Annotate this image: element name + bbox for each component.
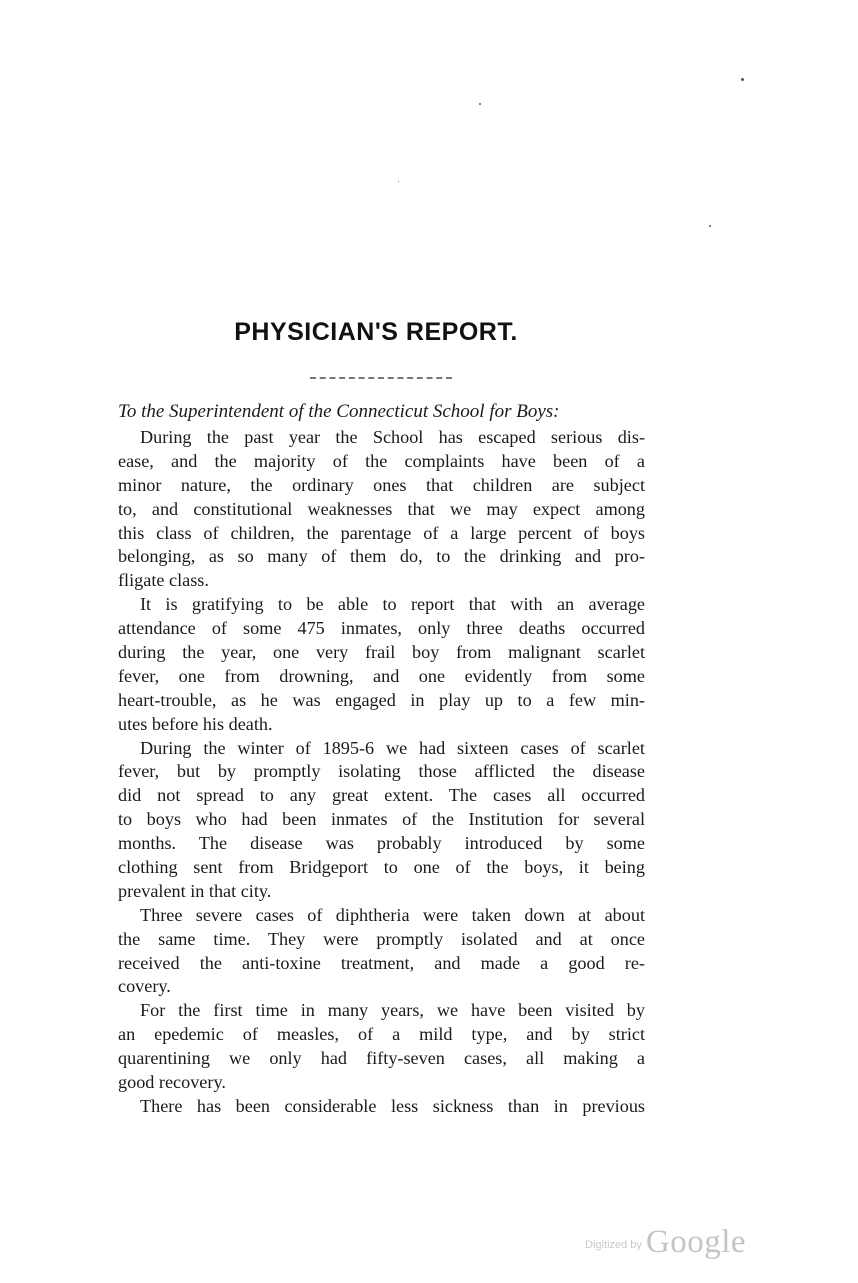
text-line: to, and constitutional weaknesses that we may expect among <box>118 498 645 519</box>
text-line: clothing sent from Bridgeport to one of the boys, it being <box>118 857 645 878</box>
text-line: the same time. They were promptly isolated and at once <box>118 928 645 949</box>
scan-speck <box>709 225 711 227</box>
text-line: quarentining we only had fifty-seven cases, all making a <box>118 1048 645 1069</box>
text-line: belonging, as so many of them do, to the drinking and pro- <box>118 546 645 567</box>
text-line: It is gratifying to be able to report that with an average <box>140 594 645 615</box>
text-line: Three severe cases of diphtheria were taken down at about <box>140 904 645 925</box>
text-line: good recovery. <box>118 1072 226 1093</box>
text-line: For the first time in many years, we have been visited by <box>140 1000 645 1021</box>
text-line: did not spread to any great extent. The cases all occurred <box>118 785 645 806</box>
text-line: received the anti-toxine treatment, and made a good re- <box>118 952 645 973</box>
report-title: PHYSICIAN'S REPORT. <box>234 318 518 346</box>
text-line: fever, one from drowning, and one evidently from some <box>118 665 645 686</box>
text-line: fligate class. <box>118 570 209 591</box>
text-line: fever, but by promptly isolating those afflicted the disease <box>118 761 645 782</box>
text-line: minor nature, the ordinary ones that children are subject <box>118 474 645 495</box>
text-line: attendance of some 475 inmates, only three deaths occurred <box>118 618 645 639</box>
text-line: During the past year the School has escaped serious dis- <box>140 427 645 447</box>
scan-speck <box>741 78 744 81</box>
text-line: ease, and the majority of the complaints have been of a <box>118 450 645 471</box>
report-body <box>118 426 645 1119</box>
title-rule <box>310 377 452 381</box>
text-line: utes before his death. <box>118 713 273 734</box>
text-line: this class of children, the parentage of a large percent of boys <box>118 522 645 543</box>
digitized-by-google-watermark <box>585 1224 765 1264</box>
text-line: during the year, one very frail boy from malignant scarlet <box>118 642 645 663</box>
scan-speck <box>479 103 481 105</box>
text-line: prevalent in that city. <box>118 880 272 901</box>
salutation: To the Superintendent of the Connecticut School for Boys: <box>118 401 560 422</box>
text-line: covery. <box>118 976 171 997</box>
text-line: months. The disease was probably introduced by some <box>118 833 645 854</box>
text-line: an epedemic of measles, of a mild type, and by strict <box>118 1024 645 1045</box>
text-line: There has been considerable less sickness than in previous <box>140 1095 645 1116</box>
google-logo: Google <box>645 1224 747 1260</box>
text-line: During the winter of 1895-6 we had sixteen cases of scarlet <box>140 737 645 758</box>
scan-speck <box>398 181 399 182</box>
text-line: heart-trouble, as he was engaged in play up to a few min- <box>118 689 645 710</box>
digitized-label: Digitized by <box>585 1239 642 1251</box>
text-line: to boys who had been inmates of the Institution for several <box>118 809 645 830</box>
